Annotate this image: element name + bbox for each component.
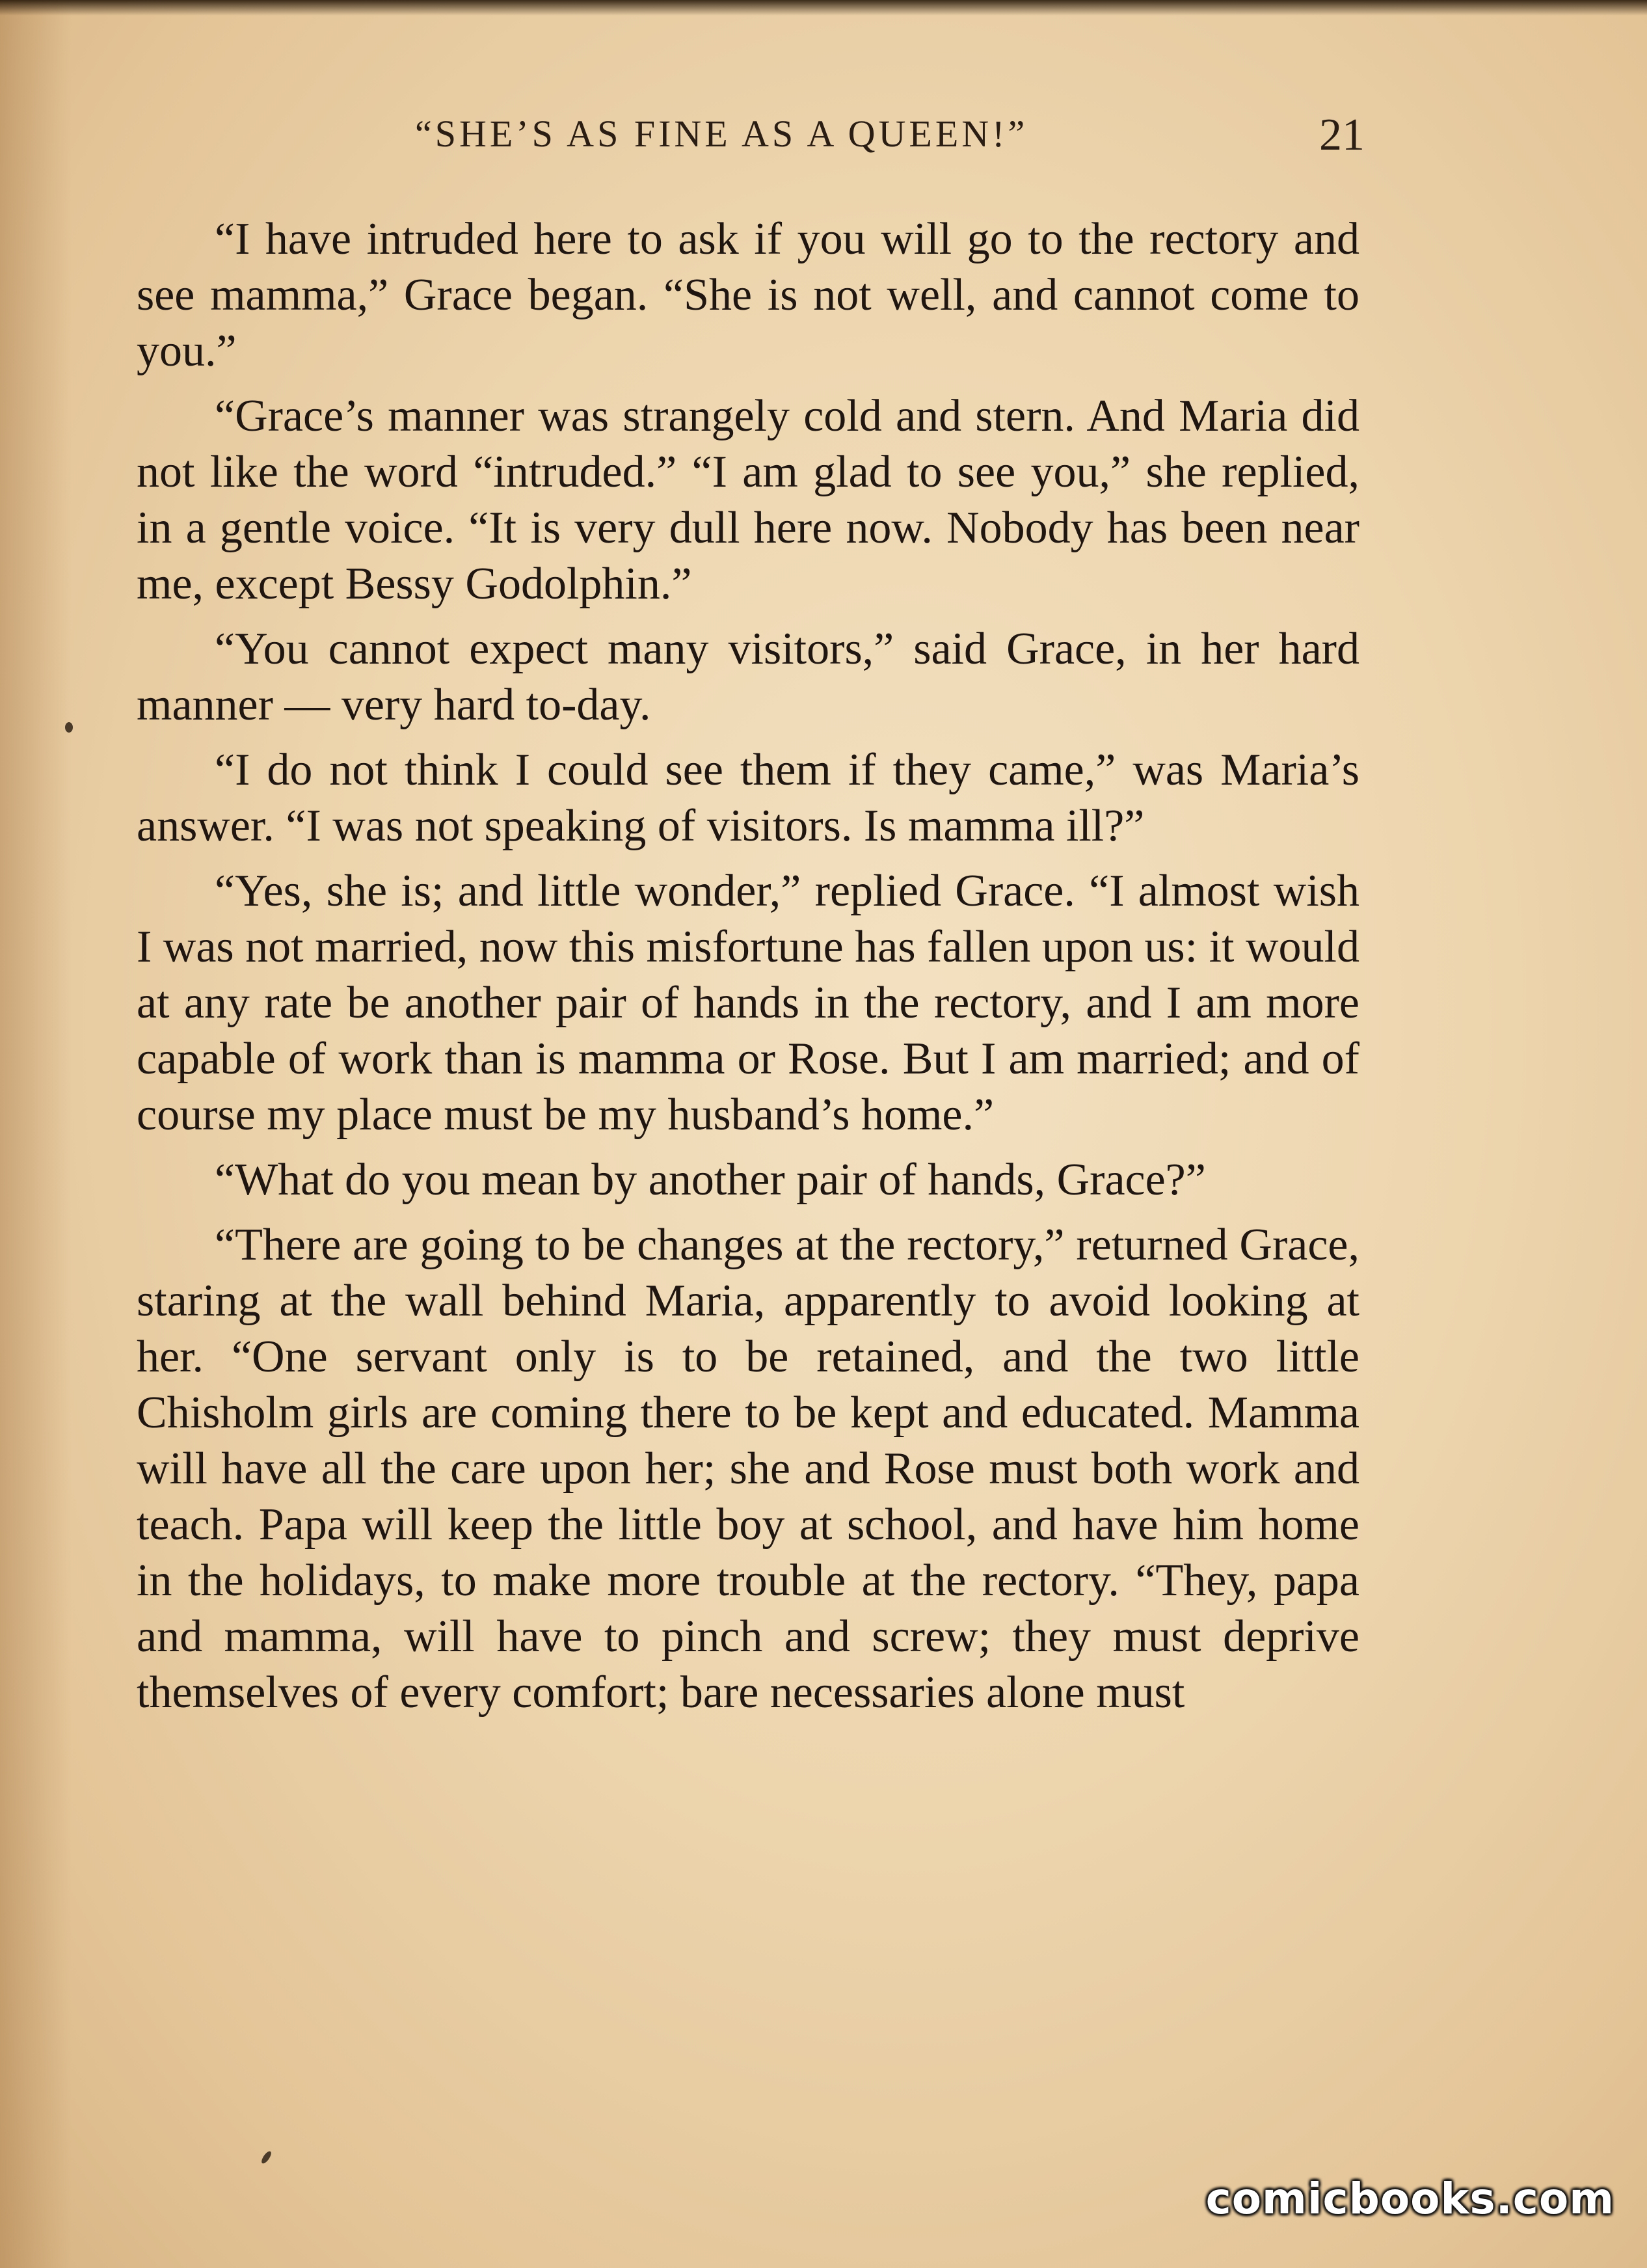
- ink-speck: [260, 2150, 273, 2165]
- paragraph: “Yes, she is; and little wonder,” replied Grace. “I almost wish I was not married, now this misfortune has fallen upon us: it would at any rate be another pair of hands in the rectory, and I am more capable of work than is mamma or Rose. But I am married; and of course my place must be my husband’s home.”: [137, 866, 1359, 1140]
- running-head: [135, 112, 1365, 170]
- paragraph: “I do not think I could see them if they came,” was Maria’s answer. “I was not speaking of visitors. Is mamma ill?”: [137, 745, 1359, 851]
- paragraph: “What do you mean by another pair of hands, Grace?”: [215, 1155, 1206, 1205]
- paragraph: “I have intruded here to ask if you will go to the rectory and see mamma,” Grace began. “She is not well, and cannot come to you.”: [137, 214, 1359, 376]
- watermark: comicbooks.com: [1205, 2174, 1614, 2224]
- running-title: “SHE’S AS FINE AS A QUEEN!”: [415, 113, 1028, 155]
- paragraph: “You cannot expect many visitors,” said Grace, in her hard manner — very hard to-day.: [137, 624, 1359, 730]
- body-text: [137, 211, 1359, 1730]
- paragraph: “Grace’s manner was strangely cold and stern. And Maria did not like the word “intruded.” “I am glad to see you,” she replied, in a gentle voice. “It is very dull here now. Nobody has been near me, except Bessy Godolphin.”: [137, 391, 1359, 609]
- paragraph: “There are going to be changes at the rectory,” returned Grace, staring at the wall behind Maria, apparently to avoid looking at her. “One servant only is to be retained, and the two little Chisholm girls are coming there to be kept and educated. Mamma will have all the care upon her; she and Rose must both work and teach. Papa will keep the little boy at school, and have him home in the holidays, to make more trouble at the rectory. “They, papa and mamma, will have to pinch and screw; they must deprive themselves of every comfort; bare necessaries alone must: [137, 1220, 1359, 1718]
- ink-speck: [65, 722, 73, 733]
- page-number: 21: [1319, 110, 1365, 160]
